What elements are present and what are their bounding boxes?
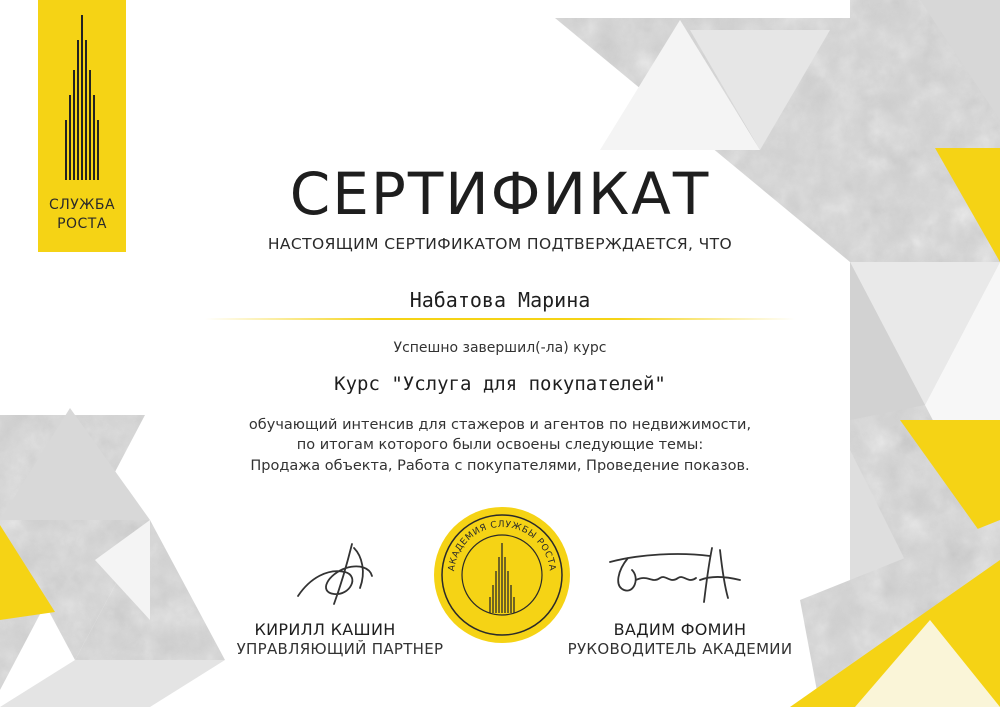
recipient-name: Набатова Марина bbox=[409, 288, 591, 312]
concrete-triangle bbox=[0, 660, 225, 707]
academy-seal bbox=[432, 505, 572, 645]
certificate-subtitle: НАСТОЯЩИМ СЕРТИФИКАТОМ ПОДТВЕРЖДАЕТСЯ, ЧТО bbox=[267, 235, 733, 253]
name-underline bbox=[205, 318, 795, 320]
certificate-title: СЕРТИФИКАТ bbox=[289, 160, 711, 228]
description-line: по итогам которого были освоены следующие темы: bbox=[296, 437, 704, 453]
completed-text: Успешно завершил(-ла) курс bbox=[393, 340, 607, 356]
signature-left bbox=[290, 538, 400, 610]
course-title: Курс "Услуга для покупателей" bbox=[334, 373, 666, 395]
description-line: Продажа объекта, Работа с покупателями, Проведение показов. bbox=[250, 458, 750, 474]
seal-text: АКАДЕМИЯ СЛУЖБЫ РОСТА bbox=[447, 519, 557, 572]
signatory-role-right: РУКОВОДИТЕЛЬ АКАДЕМИИ bbox=[567, 640, 793, 658]
logo-line-2: РОСТА bbox=[57, 216, 107, 232]
logo-line-1: СЛУЖБА bbox=[48, 197, 116, 213]
signature-right bbox=[600, 540, 750, 610]
signatory-name-right: ВАДИМ ФОМИН bbox=[613, 620, 747, 639]
signatory-name-left: КИРИЛЛ КАШИН bbox=[254, 620, 396, 639]
signatory-role-left: УПРАВЛЯЮЩИЙ ПАРТНЕР bbox=[236, 640, 444, 658]
description-line: обучающий интенсив для стажеров и агентов по недвижимости, bbox=[248, 417, 752, 433]
